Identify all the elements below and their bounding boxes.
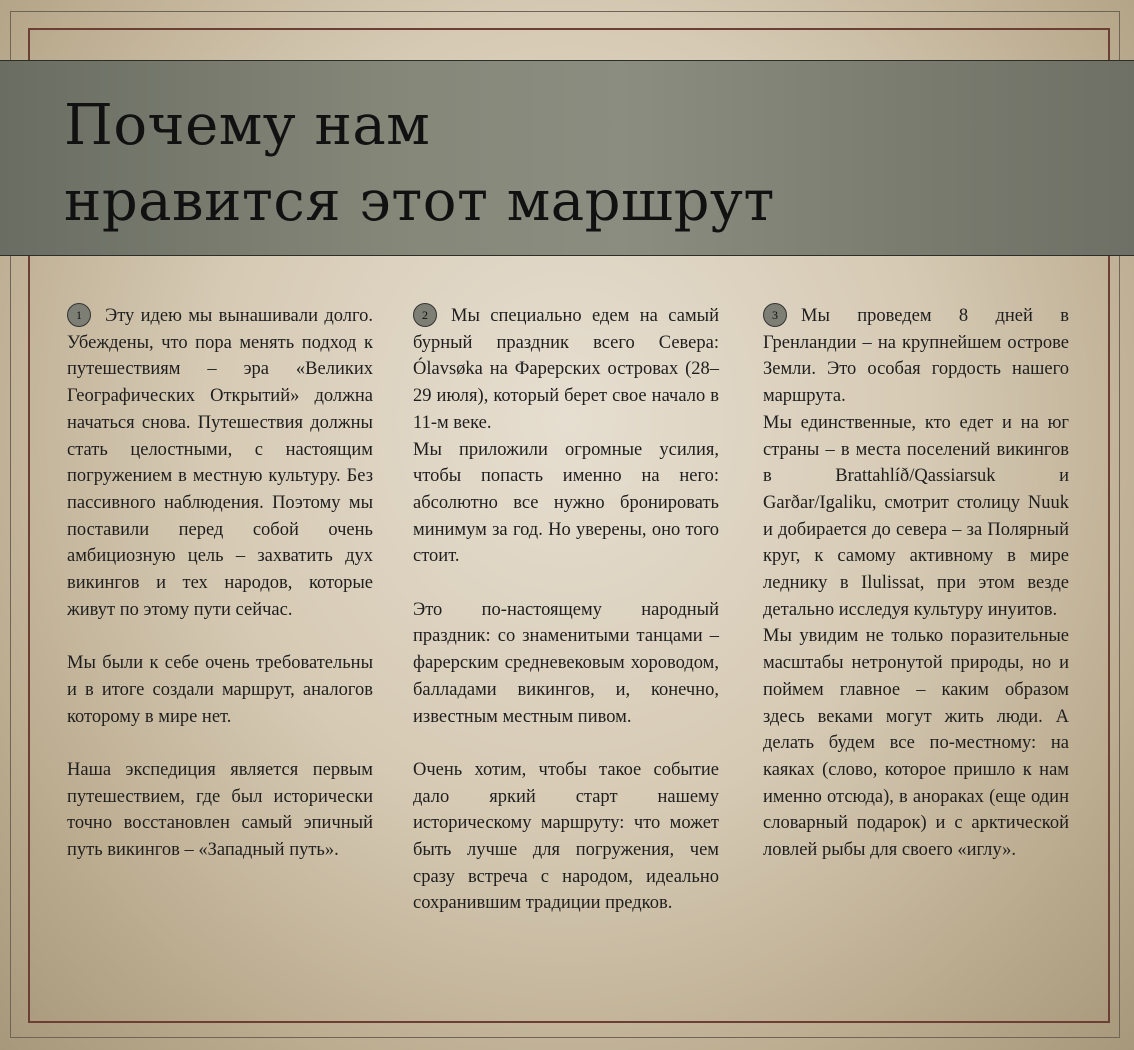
number-badge-1: 1 [67, 303, 91, 327]
column-3-paragraph-3: Мы увидим не только поразительные масштабы нетронутой природы, но и поймем главное – каким образом здесь веками могут жить люди. А делать будем все по-местному: на каяках (слово, которое пришло к нам именно отсюда), в анораках (еще один словарный подарок) и с арктической ловлей рыбы для своего «иглу». [763, 626, 1069, 861]
column-1-paragraph-2: Мы были к себе очень требовательны и в итоге создали маршрут, аналогов которому в мире нет. [67, 653, 373, 727]
column-1-paragraph-1 [67, 303, 373, 623]
column-2 [413, 303, 719, 917]
column-3-paragraph-2: Мы единственные, кто едет и на юг страны – в места поселений викингов в Brattahlíð/Qassiarsuk и Garðar/Igaliku, смотрит столицу Nuuk и добирается до севера – за Полярный круг, к самому активному в мире леднику в Ilulissat, при этом везде детально исследуя культуру инуитов. [763, 412, 1069, 620]
column-2-paragraph-1 [413, 303, 719, 437]
column-3-paragraph-1 [763, 303, 1069, 410]
column-1 [67, 303, 373, 864]
column-2-paragraph-2: Мы приложили огромные усилия, чтобы попасть именно на него: абсолютно все нужно бронировать минимум за год. Но уверены, оно того стоит. [413, 439, 719, 567]
page-title [64, 88, 775, 240]
column-3 [763, 303, 1069, 864]
column-2-paragraph-3: Это по-настоящему народный праздник: со знаменитыми танцами – фарерским средневековым хороводом, балладами викингов, и, конечно, известным местным пивом. [413, 599, 719, 727]
title-line-1: Почему нам [64, 93, 431, 158]
title-line-2: нравится этот маршрут [64, 169, 775, 234]
number-badge-2: 2 [413, 303, 437, 327]
number-badge-3: 3 [763, 303, 787, 327]
column-1-paragraph-3: Наша экспедиция является первым путешествием, где был исторически точно восстановлен самый эпичный путь викингов – «Западный путь». [67, 759, 373, 861]
column-3-text-1: Мы проведем 8 дней в Гренландии – на крупнейшем острове Земли. Это особая гордость нашего маршрута. [763, 306, 1069, 407]
column-1-text-1: Эту идею мы вынашивали долго. Убеждены, что пора менять подход к путешествиям – эра «Великих Географических Открытий» должна начаться снова. Путешествия должны стать целостными, с настоящим погружением в местную культуру. Без пассивного наблюдения. Поэтому мы поставили перед собой очень амбициозную цель – захватить дух викингов и тех народов, которые живут по этому пути сейчас. [67, 306, 373, 620]
column-2-text-1: Мы специально едем на самый бурный праздник всего Севера: Ólavsøka на Фарерских островах (28–29 июля), который берет свое начало в 11-м веке. [413, 306, 719, 433]
column-2-paragraph-4: Очень хотим, чтобы такое событие дало яркий старт нашему историческому маршруту: что может быть лучше для погружения, чем сразу встреча с народом, идеально сохранившим традиции предков. [413, 759, 719, 914]
